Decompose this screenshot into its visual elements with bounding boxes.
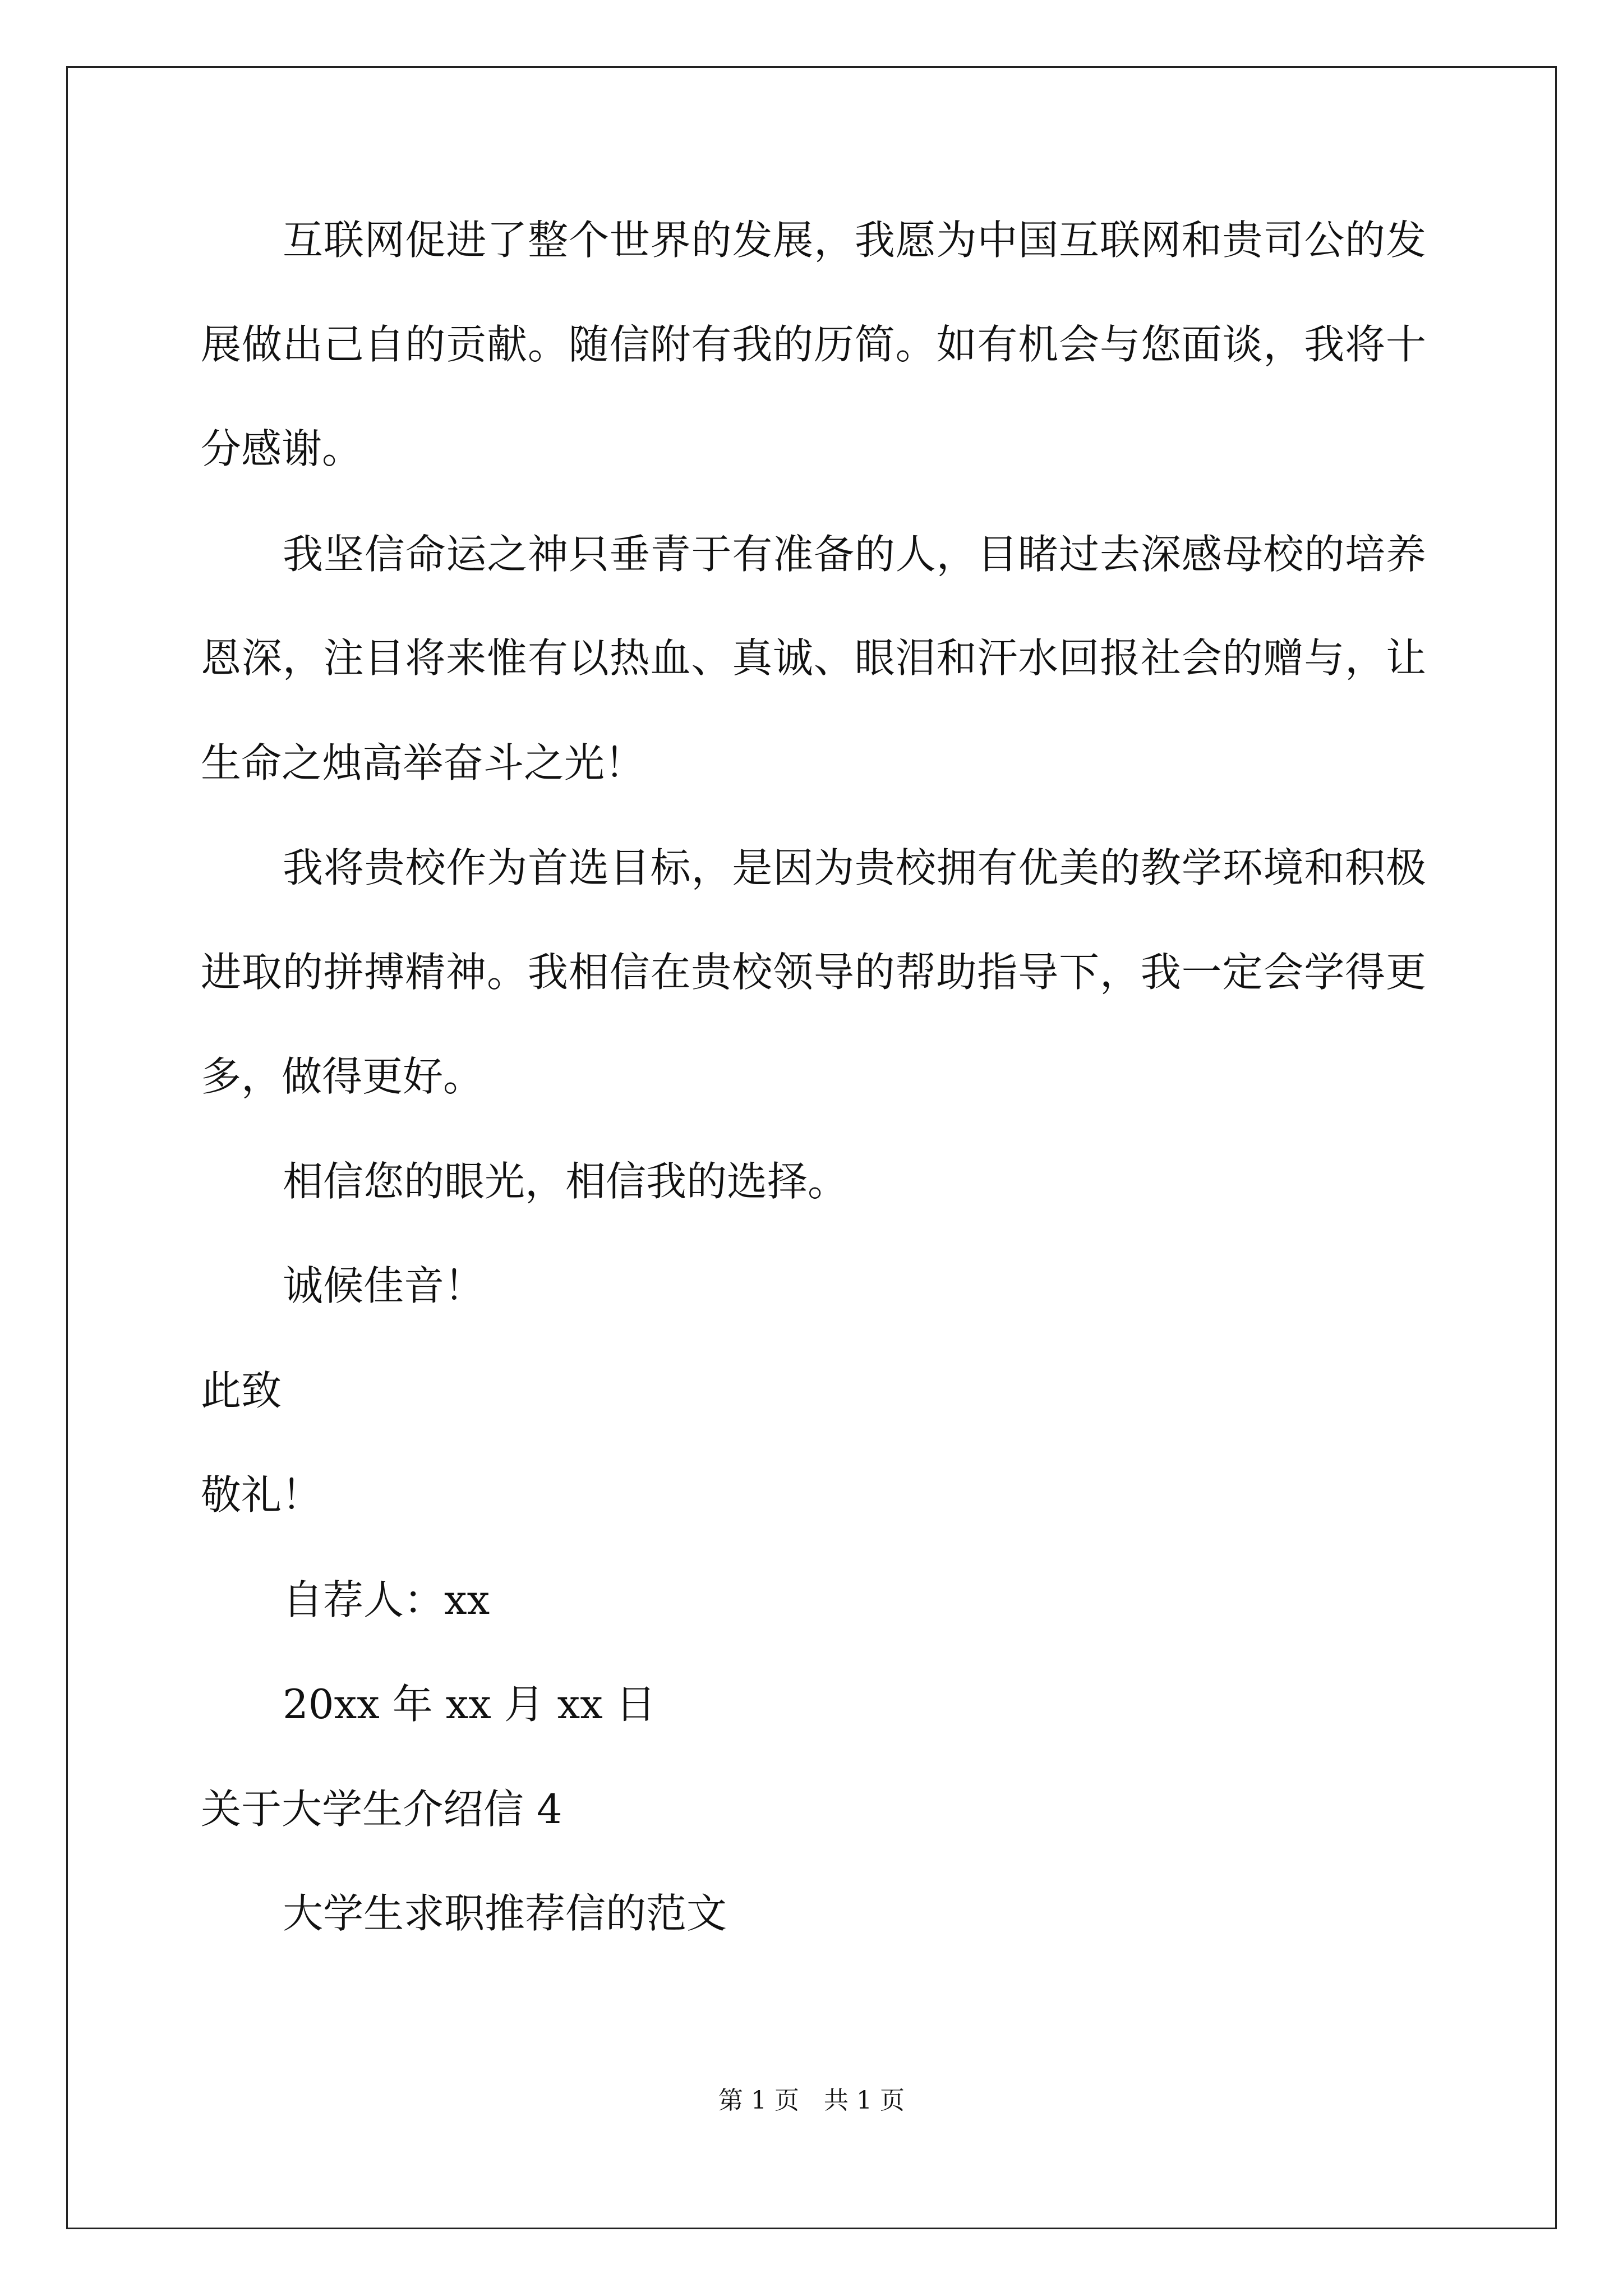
paragraph-1-line-3: 分感谢。 [201,425,363,472]
paragraph-2-line-2: 恩深，注目将来惟有以热血、真诚、眼泪和汗水回报社会的赠与，让 [201,634,1426,682]
paragraph-5: 诚候佳音！ [283,1262,485,1309]
paragraph-1-line-2: 展做出己自的贡献。随信附有我的历简。如有机会与您面谈，我将十 [201,321,1426,368]
paragraph-2-line-1: 我坚信命运之神只垂青于有准备的人，目睹过去深感母校的培养 [283,531,1426,578]
paragraph-1-line-1: 互联网促进了整个世界的发展，我愿为中国互联网和贵司公的发 [283,217,1426,264]
paragraph-2-line-3: 生命之烛高举奋斗之光！ [201,739,645,786]
section-heading: 关于大学生介绍信 4 [201,1786,562,1833]
closing-regards: 敬礼！ [201,1471,322,1519]
sub-heading: 大学生求职推荐信的范文 [283,1890,727,1937]
closing-salutation: 此致 [201,1367,282,1414]
signature: 自荐人：xx [283,1576,490,1623]
paragraph-3-line-1: 我将贵校作为首选目标，是因为贵校拥有优美的教学环境和积极 [283,844,1426,891]
paragraph-3-line-2: 进取的拼搏精神。我相信在贵校领导的帮助指导下，我一定会学得更 [201,949,1426,996]
paragraph-4: 相信您的眼光，相信我的选择。 [283,1158,849,1205]
paragraph-3-line-3: 多，做得更好。 [201,1053,484,1100]
page-footer: 第 1 页 共 1 页 [718,2086,905,2115]
date: 20xx 年 xx 月 xx 日 [283,1681,656,1728]
